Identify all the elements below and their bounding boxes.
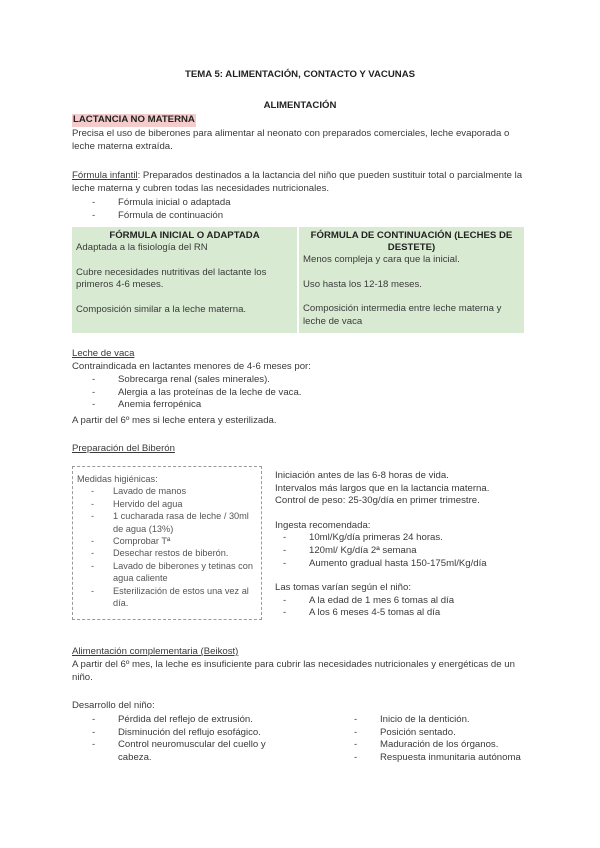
vaca-list: [72, 374, 528, 412]
list-item: - Pérdida del reflejo de extrusión.: [92, 714, 334, 727]
complementaria-text: A partir del 6º mes, la leche es insuficiente para cubrir las necesidades nutricionales y energéticas de un niño.: [72, 659, 515, 683]
formula-table: [72, 227, 524, 333]
biberon-heading-text: Preparación del Biberón: [72, 443, 175, 454]
table-cell: Composición similar a la leche materna.: [76, 303, 247, 315]
list-item: - Respuesta inmunitaria autónoma: [354, 752, 528, 765]
list-item: - 120ml/ Kg/día 2ª semana: [283, 545, 528, 558]
list-item: - Disminución del reflujo esofágico.: [92, 727, 334, 740]
desarrollo-col-1: [72, 714, 334, 764]
list-item: - Lavado de manos: [91, 485, 257, 497]
hygiene-box: [72, 466, 262, 620]
vaca-heading: [72, 348, 528, 361]
list-item: - Sobrecarga renal (sales minerales).: [92, 374, 528, 387]
table-cell: Composición intermedia entre leche materna y leche de vaca: [303, 303, 502, 327]
list-item: - Comprobar Tª: [91, 535, 257, 547]
table-header: FÓRMULA DE CONTINUACIÓN (LECHES DE DESTETE): [310, 230, 513, 253]
biberon-details: [275, 470, 528, 620]
list-item: - Lavado de biberones y tetinas con agua caliente: [91, 560, 257, 585]
table-cell: Cubre necesidades nutritivas del lactante los primeros 4-6 meses.: [76, 266, 267, 291]
desarrollo-lists: [72, 714, 528, 764]
document-title: TEMA 5: ALIMENTACIÓN, CONTACTO Y VACUNAS: [184, 69, 416, 80]
list-item: - Posición sentado.: [354, 727, 528, 740]
formula-paragraph: [72, 170, 528, 195]
table-cell: Uso hasta los 12-18 meses.: [303, 278, 422, 290]
biberon-line: Iniciación antes de las 6-8 horas de vida.: [275, 470, 449, 481]
list-item: - A los 6 meses 4-5 tomas al día: [283, 607, 528, 620]
list-item: - Fórmula inicial o adaptada: [92, 197, 528, 210]
table-column-continuacion: [299, 227, 524, 333]
list-item: - Maduración de los órganos.: [354, 739, 528, 752]
hygiene-title: Medidas higiénicas:: [77, 474, 158, 484]
ingesta-title: Ingesta recomendada:: [275, 519, 371, 531]
vaca-intro: Contraindicada en lactantes menores de 4-6 meses por:: [72, 361, 311, 372]
biberon-line: Control de peso: 25-30g/día en primer trimestre.: [275, 495, 480, 507]
table-column-inicial: [72, 227, 297, 333]
complementaria-heading-text: Alimentación complementaria (Beikost): [72, 646, 239, 657]
list-item: - A la edad de 1 mes 6 tomas al día: [283, 595, 528, 608]
list-item: - Aumento gradual hasta 150-175ml/Kg/día: [283, 558, 528, 571]
vaca-footer: A partir del 6º mes si leche entera y esterilizada.: [72, 415, 277, 426]
list-item: - Anemia ferropénica: [92, 399, 528, 412]
desarrollo-col-2: [334, 714, 528, 764]
list-item: - Fórmula de continuación: [92, 210, 528, 223]
table-cell: Adaptada a la fisiología del RN: [76, 242, 208, 253]
biberon-line: Intervalos más largos que en la lactancia materna.: [275, 482, 490, 494]
formula-text: : Preparados destinados a la lactancia del niño que pueden sustituir total o parcialmente la leche materna y cubren todas las necesidades nutricionales.: [72, 170, 523, 194]
list-item: - Esterilización de estos una vez al día.: [91, 585, 257, 610]
table-cell: Menos compleja y cara que la inicial.: [303, 254, 460, 265]
tomas-title: Las tomas varían según el niño:: [275, 582, 411, 594]
biberon-heading: [72, 443, 528, 456]
formula-term: Fórmula infantil: [72, 170, 138, 181]
list-item: - Inicio de la dentición.: [354, 714, 528, 727]
vaca-heading-text: Leche de vaca: [72, 348, 135, 359]
formula-list: [72, 197, 528, 222]
lactancia-heading: LACTANCIA NO MATERNA: [73, 114, 195, 125]
section-subtitle: ALIMENTACIÓN: [263, 100, 337, 111]
complementaria-heading: [72, 646, 528, 659]
list-item: - 1 cucharada rasa de leche / 30ml de agua (13%): [91, 510, 257, 535]
list-item: - Desechar restos de biberón.: [91, 547, 257, 559]
table-header: FÓRMULA INICIAL O ADAPTADA: [109, 230, 260, 241]
list-item: - Control neuromuscular del cuello y cabeza.: [92, 739, 298, 764]
lactancia-text: Precisa el uso de biberones para alimentar al neonato con preparados comerciales, leche evaporada o leche materna extraída.: [72, 128, 510, 152]
list-item: - Alergia a las proteínas de la leche de vaca.: [92, 387, 528, 400]
list-item: - 10ml/Kg/día primeras 24 horas.: [283, 532, 528, 545]
list-item: - Hervido del agua: [91, 498, 257, 510]
desarrollo-title: Desarrollo del niño:: [72, 700, 155, 711]
